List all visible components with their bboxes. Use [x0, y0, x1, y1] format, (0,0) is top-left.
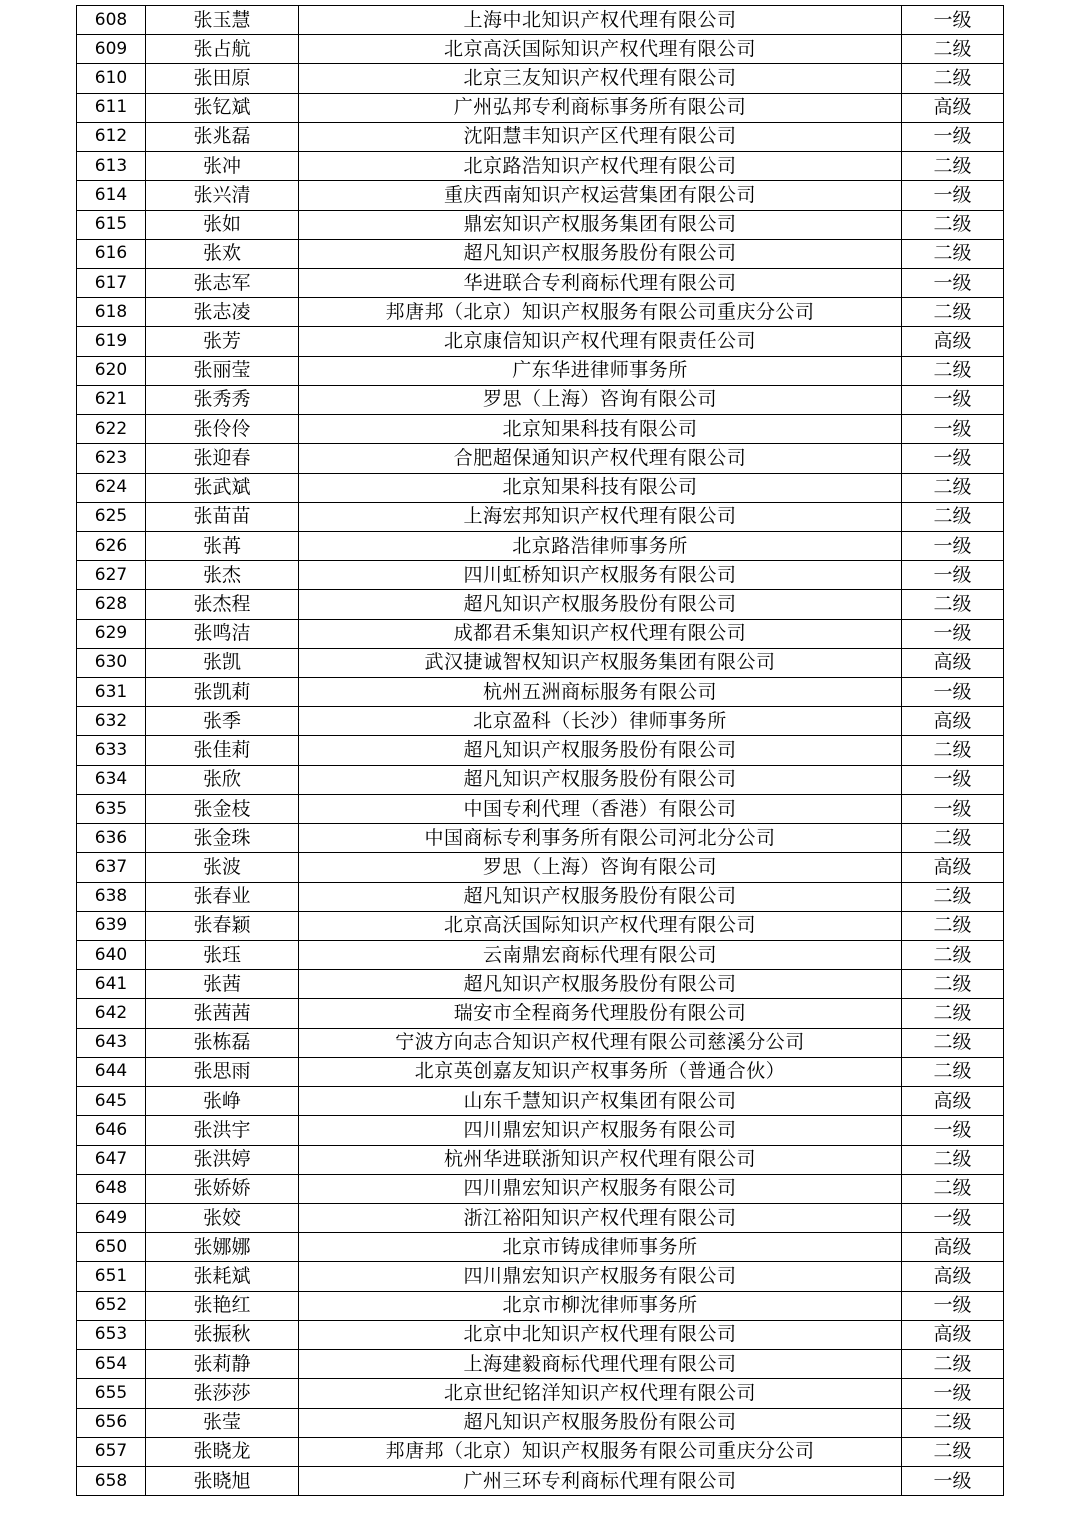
row-number-cell: 609 [77, 35, 146, 64]
table-row [77, 1320, 1004, 1349]
organization-cell: 瑞安市全程商务代理股份有限公司 [299, 999, 902, 1028]
agent-name-cell: 张凯 [146, 648, 299, 677]
level-cell: 一级 [902, 181, 1004, 210]
row-number-cell: 617 [77, 268, 146, 297]
row-number-cell: 657 [77, 1437, 146, 1466]
level-cell: 高级 [902, 853, 1004, 882]
organization-cell: 北京市柳沈律师事务所 [299, 1291, 902, 1320]
agent-name-cell: 张苒 [146, 531, 299, 560]
agent-name-cell: 张欣 [146, 765, 299, 794]
organization-cell: 北京盈科（长沙）律师事务所 [299, 707, 902, 736]
table-row [77, 941, 1004, 970]
row-number-cell: 618 [77, 298, 146, 327]
agent-name-cell: 张波 [146, 853, 299, 882]
row-number-cell: 639 [77, 911, 146, 940]
organization-cell: 武汉捷诚智权知识产权服务集团有限公司 [299, 648, 902, 677]
row-number-cell: 638 [77, 882, 146, 911]
row-number-cell: 614 [77, 181, 146, 210]
row-number-cell: 611 [77, 93, 146, 122]
row-number-cell: 612 [77, 122, 146, 151]
agent-name-cell: 张峥 [146, 1087, 299, 1116]
organization-cell: 罗思（上海）咨询有限公司 [299, 853, 902, 882]
agent-name-cell: 张杰 [146, 561, 299, 590]
level-cell: 二级 [902, 356, 1004, 385]
table-row [77, 794, 1004, 823]
agent-name-cell: 张金枝 [146, 794, 299, 823]
organization-cell: 北京知果科技有限公司 [299, 473, 902, 502]
level-cell: 一级 [902, 6, 1004, 35]
row-number-cell: 647 [77, 1145, 146, 1174]
table-row [77, 1408, 1004, 1437]
row-number-cell: 622 [77, 415, 146, 444]
agent-name-cell: 张艳红 [146, 1291, 299, 1320]
table-row [77, 561, 1004, 590]
agent-name-cell: 张苗苗 [146, 502, 299, 531]
row-number-cell: 627 [77, 561, 146, 590]
row-number-cell: 632 [77, 707, 146, 736]
row-number-cell: 642 [77, 999, 146, 1028]
row-number-cell: 648 [77, 1174, 146, 1203]
agent-name-cell: 张春颖 [146, 911, 299, 940]
row-number-cell: 650 [77, 1233, 146, 1262]
table-row [77, 882, 1004, 911]
organization-cell: 北京市铸成律师事务所 [299, 1233, 902, 1262]
table-row [77, 853, 1004, 882]
agent-name-cell: 张茜 [146, 970, 299, 999]
agent-name-cell: 张武斌 [146, 473, 299, 502]
level-cell: 一级 [902, 1466, 1004, 1495]
level-cell: 高级 [902, 707, 1004, 736]
agent-name-cell: 张鸣洁 [146, 619, 299, 648]
level-cell: 一级 [902, 385, 1004, 414]
organization-cell: 邦唐邦（北京）知识产权服务有限公司重庆分公司 [299, 1437, 902, 1466]
row-number-cell: 628 [77, 590, 146, 619]
table-row [77, 35, 1004, 64]
table-row [77, 93, 1004, 122]
agent-name-cell: 张莉静 [146, 1350, 299, 1379]
agent-name-cell: 张耗斌 [146, 1262, 299, 1291]
table-row [77, 64, 1004, 93]
organization-cell: 超凡知识产权服务股份有限公司 [299, 765, 902, 794]
row-number-cell: 615 [77, 210, 146, 239]
level-cell: 高级 [902, 327, 1004, 356]
agent-name-cell: 张莎莎 [146, 1379, 299, 1408]
level-cell: 二级 [902, 210, 1004, 239]
level-cell: 二级 [902, 35, 1004, 64]
agent-name-cell: 张丽莹 [146, 356, 299, 385]
row-number-cell: 651 [77, 1262, 146, 1291]
table-row [77, 502, 1004, 531]
table-row [77, 1379, 1004, 1408]
level-cell: 一级 [902, 765, 1004, 794]
agent-name-cell: 张兆磊 [146, 122, 299, 151]
agent-name-cell: 张春业 [146, 882, 299, 911]
level-cell: 一级 [902, 619, 1004, 648]
table-row [77, 736, 1004, 765]
row-number-cell: 640 [77, 941, 146, 970]
organization-cell: 广州三环专利商标代理有限公司 [299, 1466, 902, 1495]
organization-cell: 上海宏邦知识产权代理有限公司 [299, 502, 902, 531]
agent-name-cell: 张珏 [146, 941, 299, 970]
table-row [77, 707, 1004, 736]
level-cell: 二级 [902, 970, 1004, 999]
table-row [77, 415, 1004, 444]
table-row [77, 619, 1004, 648]
organization-cell: 杭州五洲商标服务有限公司 [299, 678, 902, 707]
organization-cell: 浙江裕阳知识产权代理有限公司 [299, 1203, 902, 1232]
row-number-cell: 653 [77, 1320, 146, 1349]
table-row [77, 356, 1004, 385]
row-number-cell: 658 [77, 1466, 146, 1495]
level-cell: 二级 [902, 1145, 1004, 1174]
table-row [77, 531, 1004, 560]
organization-cell: 超凡知识产权服务股份有限公司 [299, 239, 902, 268]
organization-cell: 北京三友知识产权代理有限公司 [299, 64, 902, 93]
table-row [77, 1116, 1004, 1145]
agent-name-cell: 张玉慧 [146, 6, 299, 35]
level-cell: 一级 [902, 415, 1004, 444]
agent-name-cell: 张振秋 [146, 1320, 299, 1349]
table-row [77, 1174, 1004, 1203]
agent-name-cell: 张佳莉 [146, 736, 299, 765]
level-cell: 一级 [902, 122, 1004, 151]
level-cell: 二级 [902, 824, 1004, 853]
agent-name-cell: 张娇娇 [146, 1174, 299, 1203]
organization-cell: 北京中北知识产权代理有限公司 [299, 1320, 902, 1349]
agent-name-cell: 张金珠 [146, 824, 299, 853]
organization-cell: 超凡知识产权服务股份有限公司 [299, 1408, 902, 1437]
row-number-cell: 635 [77, 794, 146, 823]
level-cell: 一级 [902, 1379, 1004, 1408]
row-number-cell: 641 [77, 970, 146, 999]
table-row [77, 6, 1004, 35]
organization-cell: 北京路浩知识产权代理有限公司 [299, 152, 902, 181]
row-number-cell: 634 [77, 765, 146, 794]
row-number-cell: 626 [77, 531, 146, 560]
row-number-cell: 616 [77, 239, 146, 268]
organization-cell: 云南鼎宏商标代理有限公司 [299, 941, 902, 970]
row-number-cell: 623 [77, 444, 146, 473]
table-row [77, 1233, 1004, 1262]
row-number-cell: 608 [77, 6, 146, 35]
agent-name-cell: 张兴清 [146, 181, 299, 210]
table-row [77, 824, 1004, 853]
level-cell: 二级 [902, 1350, 1004, 1379]
level-cell: 一级 [902, 561, 1004, 590]
agent-name-cell: 张占航 [146, 35, 299, 64]
row-number-cell: 629 [77, 619, 146, 648]
row-number-cell: 624 [77, 473, 146, 502]
table-row [77, 1203, 1004, 1232]
table-row [77, 385, 1004, 414]
level-cell: 二级 [902, 941, 1004, 970]
table-row [77, 765, 1004, 794]
agent-name-cell: 张芳 [146, 327, 299, 356]
level-cell: 一级 [902, 531, 1004, 560]
agent-name-cell: 张栋磊 [146, 1028, 299, 1057]
level-cell: 高级 [902, 93, 1004, 122]
agent-name-cell: 张姣 [146, 1203, 299, 1232]
organization-cell: 四川虹桥知识产权服务有限公司 [299, 561, 902, 590]
table-row [77, 152, 1004, 181]
agent-name-cell: 张洪宇 [146, 1116, 299, 1145]
organization-cell: 沈阳慧丰知识产区代理有限公司 [299, 122, 902, 151]
organization-cell: 超凡知识产权服务股份有限公司 [299, 970, 902, 999]
agent-name-cell: 张冲 [146, 152, 299, 181]
table-row [77, 444, 1004, 473]
organization-cell: 鼎宏知识产权服务集团有限公司 [299, 210, 902, 239]
organization-cell: 广州弘邦专利商标事务所有限公司 [299, 93, 902, 122]
level-cell: 一级 [902, 1291, 1004, 1320]
level-cell: 二级 [902, 882, 1004, 911]
agent-name-cell: 张伶伶 [146, 415, 299, 444]
organization-cell: 四川鼎宏知识产权服务有限公司 [299, 1174, 902, 1203]
table-row [77, 298, 1004, 327]
agent-name-cell: 张秀秀 [146, 385, 299, 414]
row-number-cell: 652 [77, 1291, 146, 1320]
level-cell: 二级 [902, 1174, 1004, 1203]
row-number-cell: 646 [77, 1116, 146, 1145]
organization-cell: 成都君禾集知识产权代理有限公司 [299, 619, 902, 648]
level-cell: 高级 [902, 1233, 1004, 1262]
row-number-cell: 654 [77, 1350, 146, 1379]
agent-name-cell: 张茜茜 [146, 999, 299, 1028]
agent-name-cell: 张志凌 [146, 298, 299, 327]
table-row [77, 678, 1004, 707]
row-number-cell: 643 [77, 1028, 146, 1057]
table-row [77, 473, 1004, 502]
table-row [77, 1028, 1004, 1057]
level-cell: 二级 [902, 1028, 1004, 1057]
level-cell: 二级 [902, 999, 1004, 1028]
level-cell: 二级 [902, 1057, 1004, 1086]
level-cell: 一级 [902, 1203, 1004, 1232]
agent-name-cell: 张季 [146, 707, 299, 736]
roster-table-body [77, 6, 1004, 1496]
organization-cell: 上海中北知识产权代理有限公司 [299, 6, 902, 35]
table-row [77, 327, 1004, 356]
organization-cell: 超凡知识产权服务股份有限公司 [299, 882, 902, 911]
row-number-cell: 633 [77, 736, 146, 765]
agent-name-cell: 张思雨 [146, 1057, 299, 1086]
level-cell: 二级 [902, 590, 1004, 619]
agent-name-cell: 张娜娜 [146, 1233, 299, 1262]
organization-cell: 杭州华进联浙知识产权代理有限公司 [299, 1145, 902, 1174]
row-number-cell: 621 [77, 385, 146, 414]
table-row [77, 1466, 1004, 1495]
level-cell: 二级 [902, 298, 1004, 327]
table-row [77, 239, 1004, 268]
row-number-cell: 610 [77, 64, 146, 93]
row-number-cell: 645 [77, 1087, 146, 1116]
organization-cell: 北京知果科技有限公司 [299, 415, 902, 444]
agent-name-cell: 张凯莉 [146, 678, 299, 707]
organization-cell: 北京康信知识产权代理有限责任公司 [299, 327, 902, 356]
level-cell: 高级 [902, 1262, 1004, 1291]
table-row [77, 999, 1004, 1028]
organization-cell: 北京高沃国际知识产权代理有限公司 [299, 911, 902, 940]
organization-cell: 中国商标专利事务所有限公司河北分公司 [299, 824, 902, 853]
level-cell: 一级 [902, 444, 1004, 473]
table-row [77, 1087, 1004, 1116]
level-cell: 一级 [902, 1116, 1004, 1145]
agent-name-cell: 张田原 [146, 64, 299, 93]
table-row [77, 210, 1004, 239]
table-row [77, 1291, 1004, 1320]
row-number-cell: 620 [77, 356, 146, 385]
agent-name-cell: 张莹 [146, 1408, 299, 1437]
organization-cell: 超凡知识产权服务股份有限公司 [299, 590, 902, 619]
organization-cell: 中国专利代理（香港）有限公司 [299, 794, 902, 823]
organization-cell: 上海建毅商标代理代理有限公司 [299, 1350, 902, 1379]
level-cell: 二级 [902, 239, 1004, 268]
agent-name-cell: 张志军 [146, 268, 299, 297]
row-number-cell: 630 [77, 648, 146, 677]
level-cell: 二级 [902, 911, 1004, 940]
organization-cell: 北京高沃国际知识产权代理有限公司 [299, 35, 902, 64]
level-cell: 高级 [902, 1087, 1004, 1116]
row-number-cell: 619 [77, 327, 146, 356]
organization-cell: 邦唐邦（北京）知识产权服务有限公司重庆分公司 [299, 298, 902, 327]
agent-name-cell: 张杰程 [146, 590, 299, 619]
organization-cell: 罗思（上海）咨询有限公司 [299, 385, 902, 414]
organization-cell: 北京路浩律师事务所 [299, 531, 902, 560]
organization-cell: 重庆西南知识产权运营集团有限公司 [299, 181, 902, 210]
roster-table [76, 5, 1004, 1496]
level-cell: 二级 [902, 64, 1004, 93]
organization-cell: 北京世纪铭洋知识产权代理有限公司 [299, 1379, 902, 1408]
table-row [77, 911, 1004, 940]
level-cell: 二级 [902, 473, 1004, 502]
level-cell: 二级 [902, 1437, 1004, 1466]
row-number-cell: 625 [77, 502, 146, 531]
table-row [77, 181, 1004, 210]
level-cell: 二级 [902, 502, 1004, 531]
level-cell: 一级 [902, 268, 1004, 297]
agent-name-cell: 张如 [146, 210, 299, 239]
organization-cell: 超凡知识产权服务股份有限公司 [299, 736, 902, 765]
row-number-cell: 656 [77, 1408, 146, 1437]
row-number-cell: 631 [77, 678, 146, 707]
organization-cell: 合肥超保通知识产权代理有限公司 [299, 444, 902, 473]
table-row [77, 648, 1004, 677]
level-cell: 一级 [902, 794, 1004, 823]
table-row [77, 268, 1004, 297]
row-number-cell: 637 [77, 853, 146, 882]
agent-name-cell: 张钇斌 [146, 93, 299, 122]
row-number-cell: 649 [77, 1203, 146, 1232]
table-row [77, 1262, 1004, 1291]
level-cell: 二级 [902, 1408, 1004, 1437]
level-cell: 一级 [902, 678, 1004, 707]
agent-name-cell: 张欢 [146, 239, 299, 268]
table-row [77, 122, 1004, 151]
row-number-cell: 613 [77, 152, 146, 181]
agent-name-cell: 张晓龙 [146, 1437, 299, 1466]
level-cell: 高级 [902, 1320, 1004, 1349]
level-cell: 二级 [902, 736, 1004, 765]
organization-cell: 北京英创嘉友知识产权事务所（普通合伙） [299, 1057, 902, 1086]
table-row [77, 590, 1004, 619]
organization-cell: 华进联合专利商标代理有限公司 [299, 268, 902, 297]
agent-name-cell: 张晓旭 [146, 1466, 299, 1495]
level-cell: 高级 [902, 648, 1004, 677]
table-row [77, 1437, 1004, 1466]
agent-name-cell: 张洪婷 [146, 1145, 299, 1174]
table-row [77, 1145, 1004, 1174]
organization-cell: 四川鼎宏知识产权服务有限公司 [299, 1116, 902, 1145]
level-cell: 二级 [902, 152, 1004, 181]
organization-cell: 山东千慧知识产权集团有限公司 [299, 1087, 902, 1116]
table-row [77, 1350, 1004, 1379]
row-number-cell: 644 [77, 1057, 146, 1086]
row-number-cell: 655 [77, 1379, 146, 1408]
table-row [77, 1057, 1004, 1086]
row-number-cell: 636 [77, 824, 146, 853]
agent-name-cell: 张迎春 [146, 444, 299, 473]
organization-cell: 广东华进律师事务所 [299, 356, 902, 385]
organization-cell: 四川鼎宏知识产权服务有限公司 [299, 1262, 902, 1291]
organization-cell: 宁波方向志合知识产权代理有限公司慈溪分公司 [299, 1028, 902, 1057]
table-row [77, 970, 1004, 999]
